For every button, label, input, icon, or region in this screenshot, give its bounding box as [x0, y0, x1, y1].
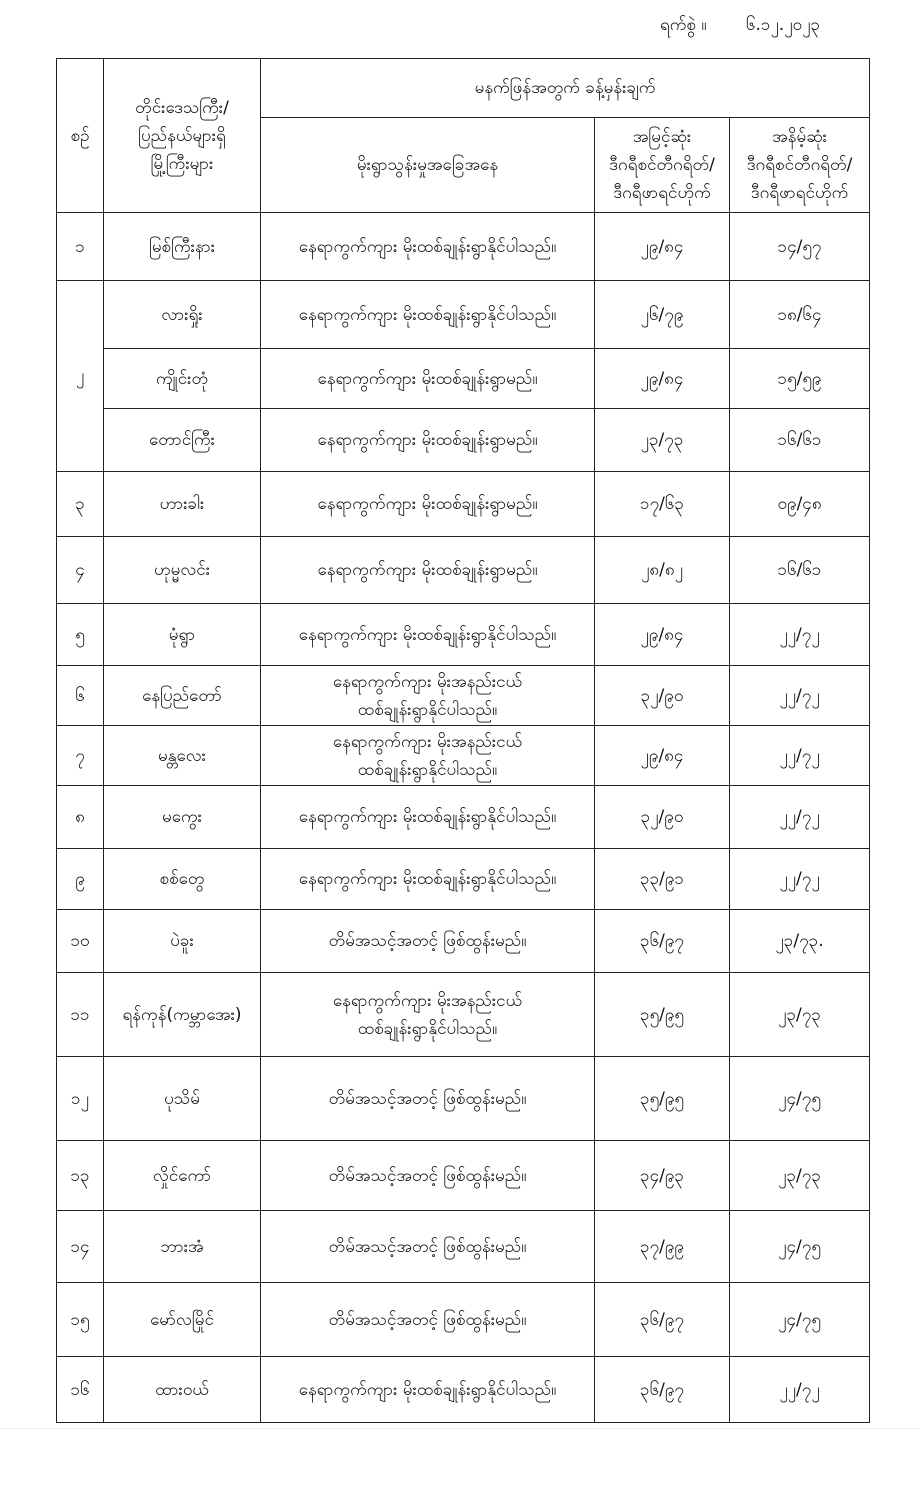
table-row	[57, 910, 870, 973]
max-temperature: ၃၅/၉၅	[595, 1057, 730, 1141]
max-temperature: ၂၆/၇၉	[595, 281, 730, 349]
table-row	[57, 213, 870, 281]
min-temperature: ၂၂/၇၂	[730, 786, 870, 849]
max-temperature: ၂၉/၈၄	[595, 604, 730, 666]
rain-condition	[261, 1357, 595, 1423]
rain-condition-line: တိမ်အသင့်အတင့် ဖြစ်ထွန်းမည်။	[328, 1165, 527, 1186]
min-temperature: ၂၄/၇၅	[730, 1057, 870, 1141]
row-number: ၃	[57, 472, 104, 537]
max-temperature: ၁၇/၆၃	[595, 472, 730, 537]
table-row	[57, 849, 870, 910]
max-temperature: ၂၉/၈၄	[595, 349, 730, 409]
header-max-line: ဒီဂရီစင်တီဂရိတ်/	[609, 155, 715, 175]
rain-condition	[261, 1057, 595, 1141]
rain-condition	[261, 537, 595, 604]
max-temperature: ၂၉/၈၄	[595, 726, 730, 786]
table-row	[57, 604, 870, 666]
rain-condition-line: နေရာကွက်ကျား မိုးထစ်ချုန်းရွာမည်။	[317, 494, 538, 514]
header-max-line: ဒီဂရီဖာရင်ဟိုက်	[613, 183, 711, 203]
header-condition: မိုးရွာသွန်းမှုအခြေအနေ	[261, 118, 595, 213]
max-temperature: ၃၂/၉၀	[595, 666, 730, 726]
min-temperature: ၂၂/၇၂	[730, 726, 870, 786]
min-temperature: ၁၆/၆၁	[730, 537, 870, 604]
rain-condition-line: နေရာကွက်ကျား မိုးထစ်ချုန်းရွာနိုင်ပါသည်။	[298, 236, 557, 257]
rain-condition-line: နေရာကွက်ကျား မိုးထစ်ချုန်းရွာနိုင်ပါသည်။	[298, 1379, 557, 1400]
table-row	[57, 666, 870, 726]
city-name: မကွေး	[104, 786, 261, 849]
table-row	[57, 349, 870, 409]
max-temperature: ၃၅/၉၅	[595, 973, 730, 1057]
city-name: မြစ်ကြီးနား	[104, 213, 261, 281]
min-temperature: ၂၃/၇၃	[730, 1141, 870, 1211]
min-temperature: ၂၄/၇၅	[730, 1283, 870, 1357]
rain-condition-line: နေရာကွက်ကျား မိုးထစ်ချုန်းရွာမည်။	[317, 430, 538, 450]
row-number: ၈	[57, 786, 104, 849]
rain-condition-line: ထစ်ချုန်းရွာနိုင်ပါသည်။	[357, 699, 498, 720]
row-number: ၁၄	[57, 1211, 104, 1283]
city-name: ဟားခါး	[104, 472, 261, 537]
rain-condition-line: နေရာကွက်ကျား မိုးထစ်ချုန်းရွာနိုင်ပါသည်။	[298, 869, 557, 889]
max-temperature: ၂၉/၈၄	[595, 213, 730, 281]
rain-condition-line: ထစ်ချုန်းရွာနိုင်ပါသည်။	[357, 1018, 498, 1039]
header-min	[730, 118, 870, 213]
max-temperature: ၃၄/၉၃	[595, 1141, 730, 1211]
max-temperature: ၃၃/၉၁	[595, 849, 730, 910]
city-name: မော်လမြိုင်	[104, 1283, 261, 1357]
header-min-line: ဒီဂရီစင်တီဂရိတ်/	[746, 155, 853, 175]
city-name: မန္တလေး	[104, 726, 261, 786]
max-temperature: ၃၆/၉၇	[595, 910, 730, 973]
max-temperature: ၂၈/၈၂	[595, 537, 730, 604]
city-name: မုံရွာ	[104, 604, 261, 666]
min-temperature: ၁၆/၆၁	[730, 409, 870, 472]
city-name: တောင်ကြီး	[104, 409, 261, 472]
city-name: စစ်တွေ	[104, 849, 261, 910]
date-label: ရက်စွဲ ။	[660, 15, 707, 35]
table-row	[57, 1211, 870, 1283]
row-number: ၅	[57, 604, 104, 666]
page-bottom-divider	[0, 1428, 919, 1429]
rain-condition-line: တိမ်အသင့်အတင့် ဖြစ်ထွန်းမည်။	[328, 931, 527, 951]
rain-condition-line: နေရာကွက်ကျား မိုးထစ်ချုန်းရွာမည်။	[317, 368, 538, 389]
rain-condition	[261, 604, 595, 666]
rain-condition	[261, 281, 595, 349]
min-temperature: ၂၂/၇၂	[730, 666, 870, 726]
min-temperature: ၂၃/၇၃.	[730, 910, 870, 973]
row-number: ၆	[57, 666, 104, 726]
row-number: ၁	[57, 213, 104, 281]
rain-condition-line: ထစ်ချုန်းရွာနိုင်ပါသည်။	[357, 759, 498, 780]
max-temperature: ၂၃/၇၃	[595, 409, 730, 472]
header-city-line: တိုင်းဒေသကြီး/	[135, 97, 229, 118]
min-temperature: ၁၄/၅၇	[730, 213, 870, 281]
table-row	[57, 1283, 870, 1357]
header-min-line: အနိမ့်ဆုံး	[772, 127, 827, 147]
city-name: ပုသိမ်	[104, 1057, 261, 1141]
rain-condition	[261, 472, 595, 537]
header-no: စဉ်	[57, 59, 104, 213]
max-temperature: ၃၂/၉၀	[595, 786, 730, 849]
rain-condition	[261, 1141, 595, 1211]
rain-condition	[261, 973, 595, 1057]
table-row	[57, 786, 870, 849]
city-name: လှိုင်ကော်	[104, 1141, 261, 1211]
rain-condition	[261, 910, 595, 973]
row-number: ၁၂	[57, 1057, 104, 1141]
row-number: ၉	[57, 849, 104, 910]
header-city-line: ပြည်နယ်များရှိ	[138, 125, 226, 146]
min-temperature: ၁၈/၆၄	[730, 281, 870, 349]
row-number: ၇	[57, 726, 104, 786]
row-number: ၁၃	[57, 1141, 104, 1211]
row-number: ၁၆	[57, 1357, 104, 1423]
table-row	[57, 472, 870, 537]
table-row	[57, 281, 870, 349]
row-number: ၁၁	[57, 973, 104, 1057]
city-name: လားရှိုး	[104, 281, 261, 349]
header-city	[104, 59, 261, 213]
header-forecast: မနက်ဖြန်အတွက် ခန့်မှန်းချက်	[261, 59, 870, 118]
rain-condition-line: တိမ်အသင့်အတင့် ဖြစ်ထွန်းမည်။	[328, 1088, 527, 1109]
min-temperature: ၁၅/၅၉	[730, 349, 870, 409]
city-name: ထားဝယ်	[104, 1357, 261, 1423]
rain-condition-line: နေရာကွက်ကျား မိုးအနည်းငယ်	[332, 731, 523, 752]
rain-condition-line: နေရာကွက်ကျား မိုးအနည်းငယ်	[332, 671, 523, 692]
rain-condition-line: နေရာကွက်ကျား မိုးထစ်ချုန်းရွာနိုင်ပါသည်။	[298, 304, 557, 325]
date-value: ၆.၁၂.၂၀၂၃	[745, 15, 821, 35]
rain-condition	[261, 726, 595, 786]
rain-condition	[261, 213, 595, 281]
rain-condition-line: တိမ်အသင့်အတင့် ဖြစ်ထွန်းမည်။	[328, 1236, 527, 1257]
rain-condition	[261, 1211, 595, 1283]
rain-condition	[261, 1283, 595, 1357]
table-row	[57, 1057, 870, 1141]
city-name: ပဲခူး	[104, 910, 261, 973]
rain-condition-line: နေရာကွက်ကျား မိုးထစ်ချုန်းရွာနိုင်ပါသည်။	[298, 807, 557, 827]
rain-condition-line: နေရာကွက်ကျား မိုးထစ်ချုန်းရွာမည်။	[317, 560, 538, 580]
max-temperature: ၃၆/၉၇	[595, 1357, 730, 1423]
city-name: ဟုမ္မလင်း	[104, 537, 261, 604]
row-number: ၄	[57, 537, 104, 604]
max-temperature: ၃၇/၉၉	[595, 1211, 730, 1283]
table-row	[57, 1141, 870, 1211]
city-name: ရန်ကုန်(ကမ္ဘာအေး)	[104, 973, 261, 1057]
header-max-line: အမြင့်ဆုံး	[632, 127, 692, 147]
row-number: ၁၀	[57, 910, 104, 973]
rain-condition	[261, 409, 595, 472]
table-row	[57, 537, 870, 604]
city-name: ဘားအံ	[104, 1211, 261, 1283]
city-name: နေပြည်တော်	[104, 666, 261, 726]
rain-condition-line: နေရာကွက်ကျား မိုးအနည်းငယ်	[332, 990, 523, 1011]
header-max	[595, 118, 730, 213]
table-row	[57, 1357, 870, 1423]
min-temperature: ၂၂/၇၂	[730, 604, 870, 666]
table-row	[57, 726, 870, 786]
min-temperature: ၂၃/၇၃	[730, 973, 870, 1057]
rain-condition-line: နေရာကွက်ကျား မိုးထစ်ချုန်းရွာနိုင်ပါသည်။	[298, 624, 557, 645]
min-temperature: ၂၂/၇၂	[730, 1357, 870, 1423]
rain-condition	[261, 786, 595, 849]
rain-condition	[261, 666, 595, 726]
row-number: ၁၅	[57, 1283, 104, 1357]
min-temperature: ၂၂/၇၂	[730, 849, 870, 910]
max-temperature: ၃၆/၉၇	[595, 1283, 730, 1357]
rain-condition-line: တိမ်အသင့်အတင့် ဖြစ်ထွန်းမည်။	[328, 1309, 527, 1330]
row-number: ၂	[57, 281, 104, 472]
forecast-table	[56, 58, 870, 1423]
table-row	[57, 409, 870, 472]
rain-condition	[261, 849, 595, 910]
city-name: ကျိုင်းတုံ	[104, 349, 261, 409]
date-line	[660, 14, 820, 39]
table-row	[57, 973, 870, 1057]
min-temperature: ၂၄/၇၅	[730, 1211, 870, 1283]
min-temperature: ၀၉/၄၈	[730, 472, 870, 537]
header-min-line: ဒီဂရီဖာရင်ဟိုက်	[750, 183, 849, 203]
table-body	[57, 213, 870, 1423]
rain-condition	[261, 349, 595, 409]
header-city-line: မြို့ကြီးများ	[150, 153, 214, 174]
